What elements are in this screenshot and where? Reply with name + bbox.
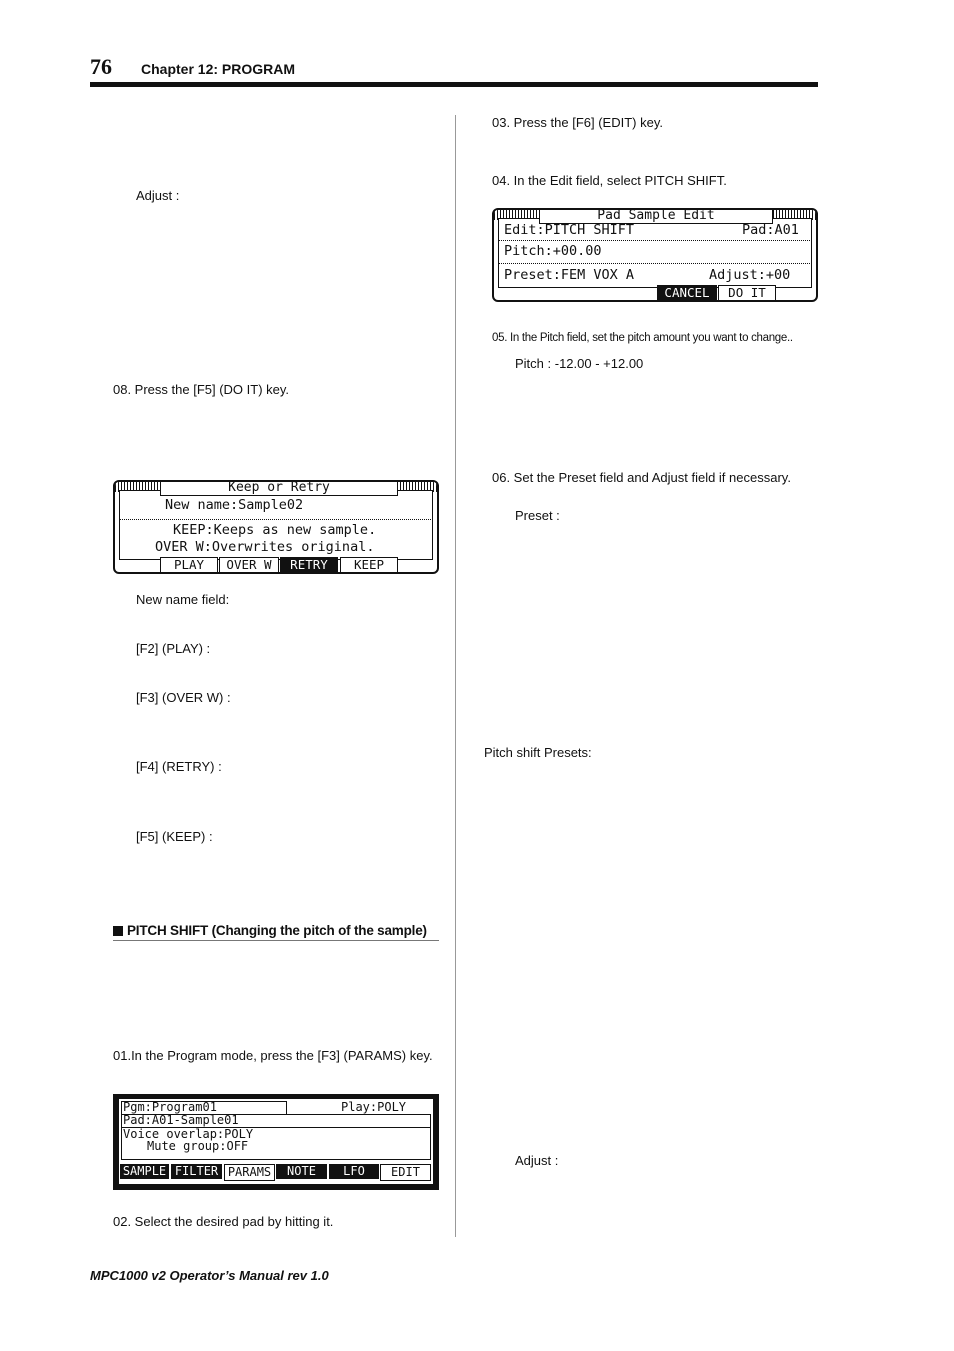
- f4-retry-label: [F4] (RETRY) :: [136, 759, 222, 774]
- step-03: 03. Press the [F6] (EDIT) key.: [492, 115, 663, 130]
- section-heading: [113, 923, 439, 941]
- section-heading-text: PITCH SHIFT (Changing the pitch of the sample): [127, 923, 427, 938]
- lcd-dotted-divider: [498, 240, 812, 241]
- pad-sample-edit-screen: [492, 208, 818, 302]
- tab-lfo[interactable]: LFO: [329, 1164, 379, 1179]
- play-mode: Play:POLY: [341, 1100, 407, 1114]
- f3-overw-label: [F3] (OVER W) :: [136, 690, 231, 705]
- params-screen: [113, 1094, 439, 1190]
- program-name: Pgm:Program01: [123, 1100, 217, 1114]
- play-key[interactable]: PLAY: [160, 557, 218, 573]
- column-divider: [455, 115, 456, 1237]
- overw-description: OVER W:Overwrites original.: [155, 539, 375, 555]
- voice-overlap-line: Voice overlap:POLY: [123, 1127, 254, 1141]
- pad-line: Pad:A01-Sample01: [123, 1113, 239, 1127]
- lcd-dotted-divider: [498, 263, 812, 264]
- bullet-square-icon: [113, 926, 123, 936]
- header-rule: [90, 82, 818, 87]
- keep-description: KEEP:Keeps as new sample.: [173, 522, 377, 538]
- pad-field: Pad:A01: [742, 222, 799, 238]
- step-01: 01.In the Program mode, press the [F3] (PARAMS) key.: [113, 1048, 433, 1063]
- tab-params[interactable]: PARAMS: [224, 1164, 275, 1181]
- tab-note[interactable]: NOTE: [276, 1164, 327, 1179]
- step-08: 08. Press the [F5] (DO IT) key.: [113, 382, 290, 397]
- pitch-field[interactable]: Pitch:+00.00: [504, 243, 602, 259]
- mute-group-line: Mute group:OFF: [147, 1139, 249, 1153]
- preset-field[interactable]: Preset:FEM VOX A: [504, 267, 635, 283]
- lcd-title: Keep or Retry: [160, 480, 398, 496]
- f2-play-label: [F2] (PLAY) :: [136, 641, 211, 656]
- adjust-label-left: Adjust :: [136, 188, 180, 203]
- edit-field[interactable]: Edit:PITCH SHIFT: [504, 222, 635, 238]
- adjust-label-right: Adjust :: [515, 1153, 559, 1168]
- lcd-title: Pad Sample Edit: [539, 208, 773, 224]
- new-name-line: New name:Sample02: [165, 497, 304, 513]
- manual-footer: MPC1000 v2 Operator’s Manual rev 1.0: [90, 1268, 329, 1283]
- step-06: 06. Set the Preset field and Adjust field if necessary.: [492, 470, 791, 485]
- lcd-dotted-divider: [119, 519, 433, 520]
- cancel-key[interactable]: CANCEL: [657, 285, 717, 301]
- keep-retry-screen: [113, 480, 439, 574]
- step-02: 02. Select the desired pad by hitting it.: [113, 1214, 334, 1229]
- step-04: 04. In the Edit field, select PITCH SHIFT.: [492, 173, 727, 188]
- tab-edit[interactable]: EDIT: [380, 1164, 431, 1181]
- preset-label: Preset :: [515, 508, 560, 523]
- do-it-key[interactable]: DO IT: [718, 285, 776, 301]
- tab-sample[interactable]: SAMPLE: [120, 1164, 169, 1179]
- keep-key[interactable]: KEEP: [340, 557, 398, 573]
- tab-filter[interactable]: FILTER: [171, 1164, 222, 1179]
- page-number: 76: [90, 54, 112, 79]
- f5-keep-label: [F5] (KEEP) :: [136, 829, 213, 844]
- retry-key[interactable]: RETRY: [280, 557, 338, 573]
- new-name-field-label: New name field:: [136, 592, 230, 607]
- over-w-key[interactable]: OVER W: [219, 557, 279, 573]
- presets-heading: Pitch shift Presets:: [484, 745, 592, 760]
- adjust-field[interactable]: Adjust:+00: [709, 267, 791, 283]
- pitch-range: Pitch : -12.00 - +12.00: [515, 356, 644, 371]
- step-05: 05. In the Pitch field, set the pitch amount you want to change..: [492, 332, 793, 344]
- chapter-title: Chapter 12: PROGRAM: [141, 61, 296, 77]
